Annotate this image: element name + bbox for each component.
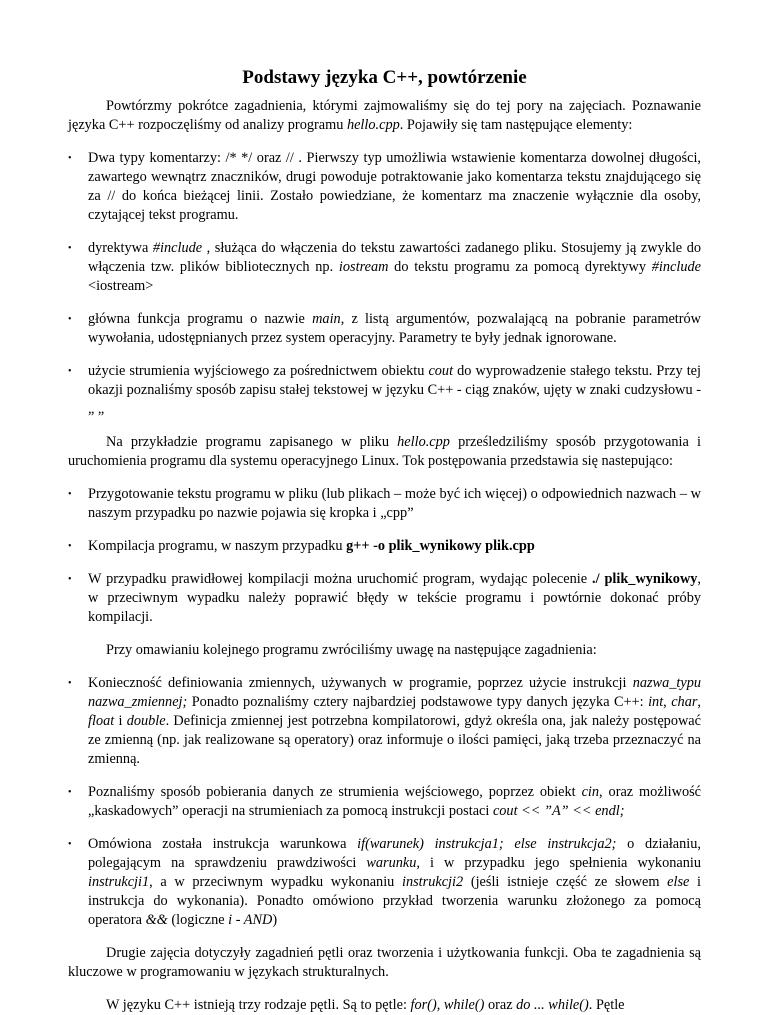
bullet-icon: •: [68, 839, 72, 850]
bullet-icon: •: [68, 574, 72, 585]
list-program-elements: [68, 149, 701, 419]
list-item: • W przypadku prawidłowej kompilacji można uruchomić program, wydając polecenie ./ plik_wynikowy, w przeciwnym wypadku należy poprawić błędy w tekście programu i powtórnie dokonać próby kompilacji.: [68, 571, 701, 625]
bullet-icon: •: [68, 243, 72, 254]
run-command: ./ plik_wynikowy: [592, 571, 698, 587]
list-item: • Dwa typy komentarzy: /* */ oraz // . Pierwszy typ umożliwia wstawienie komentarza dowolnej długości, zawartego wewnątrz znaczników, drugi powoduje potraktowanie jako komentarza tekstu znajdującego się za // do końca bieżącej linii. Zostało powiedziane, że komentarz ma znaczenie wyłącznie dla osoby, czytającej tekst programu.: [68, 150, 701, 223]
document-title: Podstawy języka C++, powtórzenie: [242, 67, 527, 88]
list-item: • główna funkcja programu o nazwie main, z listą argumentów, pozwalającą na pobranie parametrów wywołania, udostępnianych przez system operacyjny. Parametry te były jednak ignorowane.: [68, 311, 702, 346]
list-item: • Konieczność definiowania zmiennych, używanych w programie, poprzez użycie instrukcji nazwa_typu nazwa_zmiennej; Ponadto poznaliśmy cztery najbardziej podstawowe typy danych języka C++: int, char, float i double. Definicja zmiennej jest potrzebna kompilatorowi, gdyż określa ona, jak należy postępować ze zmienną (np. jak realizowane są operatory) oraz informuje o ilości pamięci, jaką trzeba przeznaczyć na zmienną.: [68, 675, 701, 767]
bullet-icon: •: [68, 366, 72, 377]
bullet-icon: •: [68, 787, 72, 798]
bullet-icon: •: [68, 489, 72, 500]
paragraph-compile-process: Na przykładzie programu zapisanego w pliku hello.cpp prześledziliśmy sposób przygotowania i uruchomienia programu dla systemu operacyjnego Linux. Tok postępowania przedstawia się nastepująco:: [68, 434, 701, 469]
bullet-icon: •: [68, 153, 72, 164]
filename-hello: hello.cpp: [346, 117, 400, 133]
bullet-icon: •: [68, 678, 72, 689]
list-item: • Kompilacja programu, w naszym przypadku g++ -o plik_wynikowy plik.cpp: [68, 538, 535, 554]
bullet-icon: •: [68, 314, 72, 325]
list-item: • użycie strumienia wyjściowego za pośrednictwem obiektu cout do wyprowadzenie stałego tekstu. Przy tej okazji poznaliśmy sposób zapisu stałej tekstowej w języku C++ - ciąg znaków, ujęty w znaki cudzysłowu - „ „: [68, 363, 701, 417]
list-topics: [68, 674, 701, 930]
list-item: • Poznaliśmy sposób pobierania danych ze strumienia wejściowego, poprzez obiekt cin, oraz możliwość „kaskadowych” operacji na strumieniach za pomocą instrukcji postaci cout << ”A” << endl;: [68, 784, 702, 819]
paragraph-next-program: Przy omawianiu kolejnego programu zwróciliśmy uwagę na następujące zagadnienia:: [106, 642, 597, 658]
list-item: • Przygotowanie tekstu programu w pliku (lub plikach – może być ich więcej) o odpowiednich nazwach – w naszym przypadku po nazwie pojawia się kropka i „cpp”: [68, 486, 701, 521]
list-item: • Omówiona została instrukcja warunkowa if(warunek) instrukcja1; else instrukcja2; o działaniu, polegającym na sprawdzeniu prawdziwości warunku, i w przypadku jego spełnienia wykonaniu instrukcji1, a w przeciwnym wypadku wykonaniu instrukcji2 (jeśli istnieje część ze słowem else i instrukcja do wykonania). Ponadto omówiono przykład tworzenia warunku złożonego za pomocą operatora && (logiczne i - AND): [68, 836, 702, 928]
bullet-icon: •: [68, 541, 72, 552]
list-item: • dyrektywa #include , służąca do włączenia do tekstu zawartości zadanego pliku. Stosujemy ją zwykle do włączenia tzw. plików bibliotecznych np. iostream do tekstu programu za pomocą dyrektywy #include <iostream>: [68, 240, 701, 294]
compile-command: g++ -o plik_wynikowy plik.cpp: [346, 538, 535, 554]
list-compile-steps: [68, 485, 701, 627]
paragraph-loops-functions: Drugie zajęcia dotyczyły zagadnień pętli oraz tworzenia i użytkowania funkcji. Oba te zagadnienia są kluczowe w programowaniu w językach strukturalnych.: [68, 945, 701, 980]
paragraph-loop-types: W języku C++ istnieją trzy rodzaje pętli. Są to pętle: for(), while() oraz do ... while(). Pętle: [106, 997, 625, 1013]
paragraph-intro: Powtórzmy pokrótce zagadnienia, którymi zajmowaliśmy się do tej pory na zajęciach. Poznawanie języka C++ rozpoczęliśmy od analizy programu hello.cpp. Pojawiły się tam następujące elementy:: [68, 98, 701, 133]
